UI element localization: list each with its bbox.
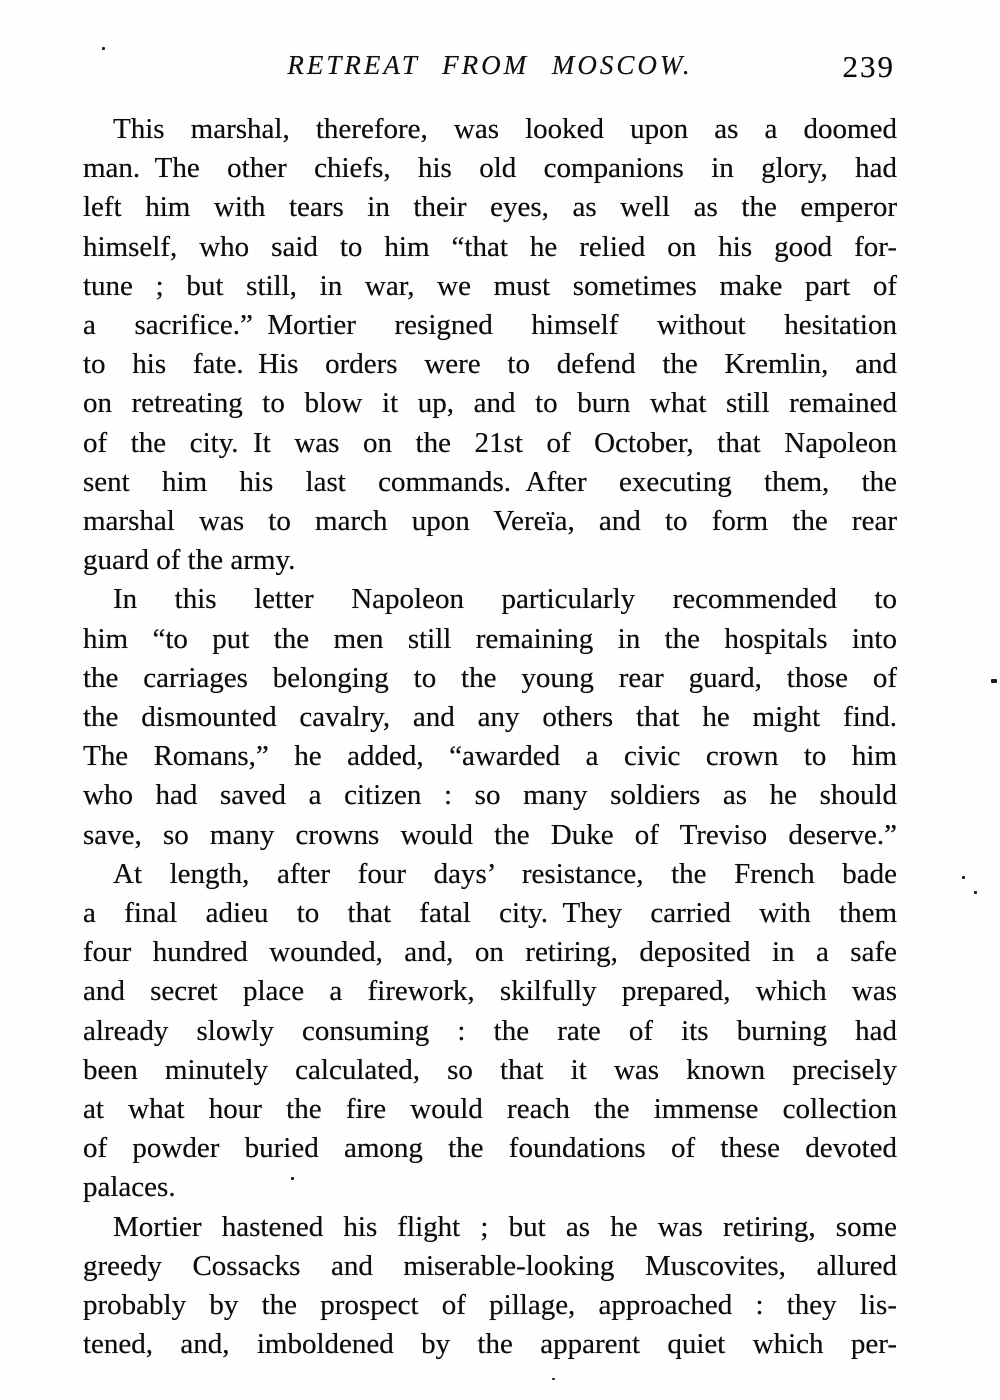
text-line: palaces. [83, 1171, 176, 1204]
text-line: himself, who said to him “that he relied on his good for- [83, 230, 897, 263]
text-line: tune ; but still, in war, we must sometimes make part of [83, 269, 897, 302]
scan-speck [974, 891, 977, 894]
text-line: guard of the army. [83, 544, 296, 577]
text-line: the dismounted cavalry, and any others that he might find. [83, 701, 897, 734]
text-line: a final adieu to that fatal city. They carried with them [83, 897, 897, 930]
running-title: RETREAT FROM MOSCOW. [287, 50, 693, 80]
text-line: Mortier hastened his flight ; but as he was retiring, some [113, 1210, 897, 1243]
text-line: The Romans,” he added, “awarded a civic crown to him [83, 740, 897, 773]
text-line: been minutely calculated, so that it was known precisely [83, 1053, 897, 1086]
text-line: him “to put the men still remaining in the hospitals into [83, 622, 897, 655]
text-line: of powder buried among the foundations of these devoted [83, 1132, 897, 1165]
text-line: who had saved a citizen : so many soldiers as he should [83, 779, 897, 812]
scan-speck [552, 1378, 555, 1380]
text-line: of the city. It was on the 21st of October, that Napoleon [83, 426, 897, 459]
text-line: four hundred wounded, and, on retiring, deposited in a safe [83, 936, 897, 969]
text-line: save, so many crowns would the Duke of Treviso deserve.” [83, 818, 897, 851]
page-header [83, 50, 897, 86]
text-line: at what hour the fire would reach the immense collection [83, 1093, 897, 1126]
text-line: to his fate. His orders were to defend the Kremlin, and [83, 348, 897, 381]
paragraph-2 [83, 580, 897, 854]
text-line: probably by the prospect of pillage, approached : they lis- [83, 1289, 897, 1322]
text-line: a sacrifice.” Mortier resigned himself without hesitation [83, 309, 897, 342]
text-line: man. The other chiefs, his old companions in glory, had [83, 152, 897, 185]
text-line: sent him his last commands. After executing them, the [83, 465, 897, 498]
paragraph-3 [83, 855, 897, 1208]
text-line: already slowly consuming : the rate of its burning had [83, 1014, 897, 1047]
text-line: on retreating to blow it up, and to burn what still remained [83, 387, 897, 420]
paragraph-1 [83, 110, 897, 580]
page-body [83, 110, 897, 1365]
page-number: 239 [842, 49, 895, 84]
scan-speck [962, 876, 965, 879]
text-line: This marshal, therefore, was looked upon as a doomed [113, 113, 897, 145]
text-line: At length, after four days’ resistance, the French bade [113, 857, 897, 890]
paragraph-4 [83, 1208, 897, 1365]
text-line: marshal was to march upon Vereïa, and to form the rear [83, 505, 897, 538]
text-line: greedy Cossacks and miserable-looking Muscovites, allured [83, 1249, 897, 1282]
text-line: left him with tears in their eyes, as well as the emperor [83, 191, 897, 224]
scan-speck [291, 1177, 294, 1180]
text-line: tened, and, imboldened by the apparent quiet which per- [83, 1328, 897, 1361]
scan-speck [991, 679, 997, 683]
scan-speck [102, 47, 105, 50]
text-line: the carriages belonging to the young rear guard, those of [83, 661, 897, 694]
text-line: In this letter Napoleon particularly recommended to [113, 583, 897, 616]
text-line: and secret place a firework, skilfully prepared, which was [83, 975, 897, 1008]
